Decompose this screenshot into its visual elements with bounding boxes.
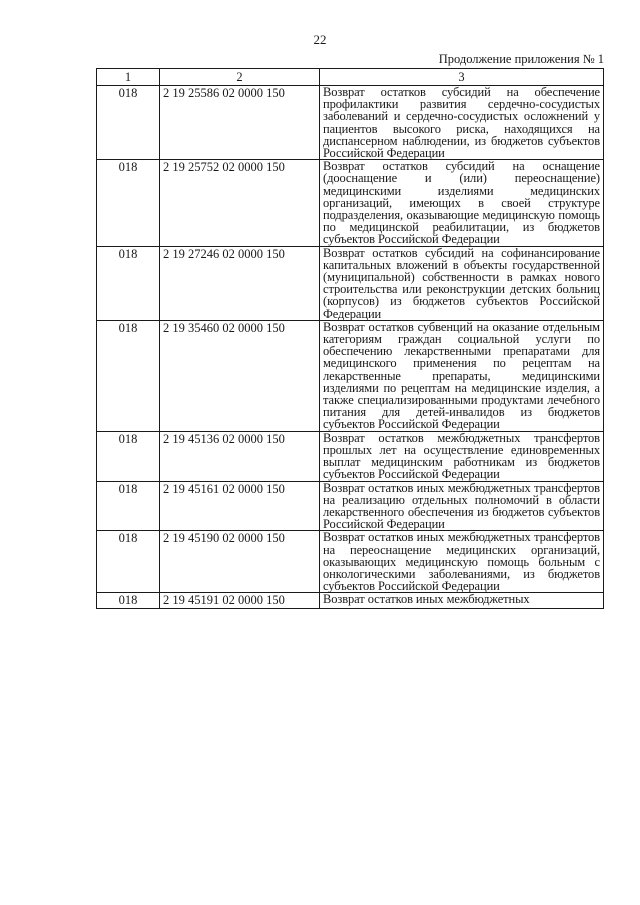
table-row <box>97 246 604 320</box>
admin-code-cell: 018 <box>97 481 160 531</box>
header-row <box>97 69 604 86</box>
budget-code-cell: 2 19 45190 02 0000 150 <box>160 531 320 593</box>
description-cell: Возврат остатков межбюджетных трансфертов прошлых лет на осуществление единовременных выплат медицинским работникам из бюджетов субъектов Российской Федерации <box>320 431 604 481</box>
header-col-2: 2 <box>160 69 320 86</box>
admin-code-cell: 018 <box>97 86 160 160</box>
budget-code-cell: 2 19 45161 02 0000 150 <box>160 481 320 531</box>
page-number: 22 <box>313 32 327 47</box>
description-cell: Возврат остатков иных межбюджетных трансфертов на переоснащение медицинских организаций, оказывающих медицинскую помощь больным с онкологическими заболеваниями, из бюджетов субъектов Российской Федерации <box>320 531 604 593</box>
description-cell: Возврат остатков иных межбюджетных трансфертов на реализацию отдельных полномочий в области лекарственного обеспечения из бюджетов субъектов Российской Федерации <box>320 481 604 531</box>
admin-code-cell: 018 <box>97 160 160 246</box>
description-cell: Возврат остатков субсидий на обеспечение профилактики развития сердечно-сосудистых заболеваний и сердечно-сосудистых осложнений у пациентов высокого риска, находящихся на диспансерном наблюдении, из бюджетов субъектов Российской Федерации <box>320 86 604 160</box>
admin-code-cell: 018 <box>97 431 160 481</box>
description-cell: Возврат остатков субсидий на оснащение (дооснащение и (или) переоснащение) медицинскими изделиями медицинских организаций, имеющих в своей структуре подразделения, оказывающие медицинскую помощь по медицинской реабилитации, из бюджетов субъектов Российской Федерации <box>320 160 604 246</box>
budget-code-cell: 2 19 25752 02 0000 150 <box>160 160 320 246</box>
table-row <box>97 531 604 593</box>
description-cell: Возврат остатков субсидий на софинансирование капитальных вложений в объекты государственной (муниципальной) собственности в рамках нового строительства или реконструкции детских больниц (корпусов) из бюджетов субъектов Российской Федерации <box>320 246 604 320</box>
table-row <box>97 86 604 160</box>
continuation-label: Продолжение приложения № 1 <box>438 52 604 66</box>
table-row <box>97 160 604 246</box>
admin-code-cell: 018 <box>97 320 160 431</box>
header-col-1: 1 <box>97 69 160 86</box>
description-cell: Возврат остатков иных межбюджетных <box>320 593 604 609</box>
budget-code-cell: 2 19 27246 02 0000 150 <box>160 246 320 320</box>
budget-code-cell: 2 19 25586 02 0000 150 <box>160 86 320 160</box>
table-row <box>97 481 604 531</box>
budget-code-cell: 2 19 45191 02 0000 150 <box>160 593 320 609</box>
table-row <box>97 320 604 431</box>
admin-code-cell: 018 <box>97 246 160 320</box>
table-row <box>97 593 604 609</box>
admin-code-cell: 018 <box>97 593 160 609</box>
table-row <box>97 431 604 481</box>
admin-code-cell: 018 <box>97 531 160 593</box>
description-cell: Возврат остатков субвенций на оказание отдельным категориям граждан социальной услуги по обеспечению лекарственными препаратами для медицинского применения по рецептам на лекарственные препараты, медицинскими изделиями по рецептам на медицинские изделия, а также специализированными продуктами лечебного питания для детей-инвалидов из бюджетов субъектов Российской Федерации <box>320 320 604 431</box>
budget-code-cell: 2 19 45136 02 0000 150 <box>160 431 320 481</box>
budget-code-cell: 2 19 35460 02 0000 150 <box>160 320 320 431</box>
budget-code-table <box>96 68 604 609</box>
header-col-3: 3 <box>320 69 604 86</box>
